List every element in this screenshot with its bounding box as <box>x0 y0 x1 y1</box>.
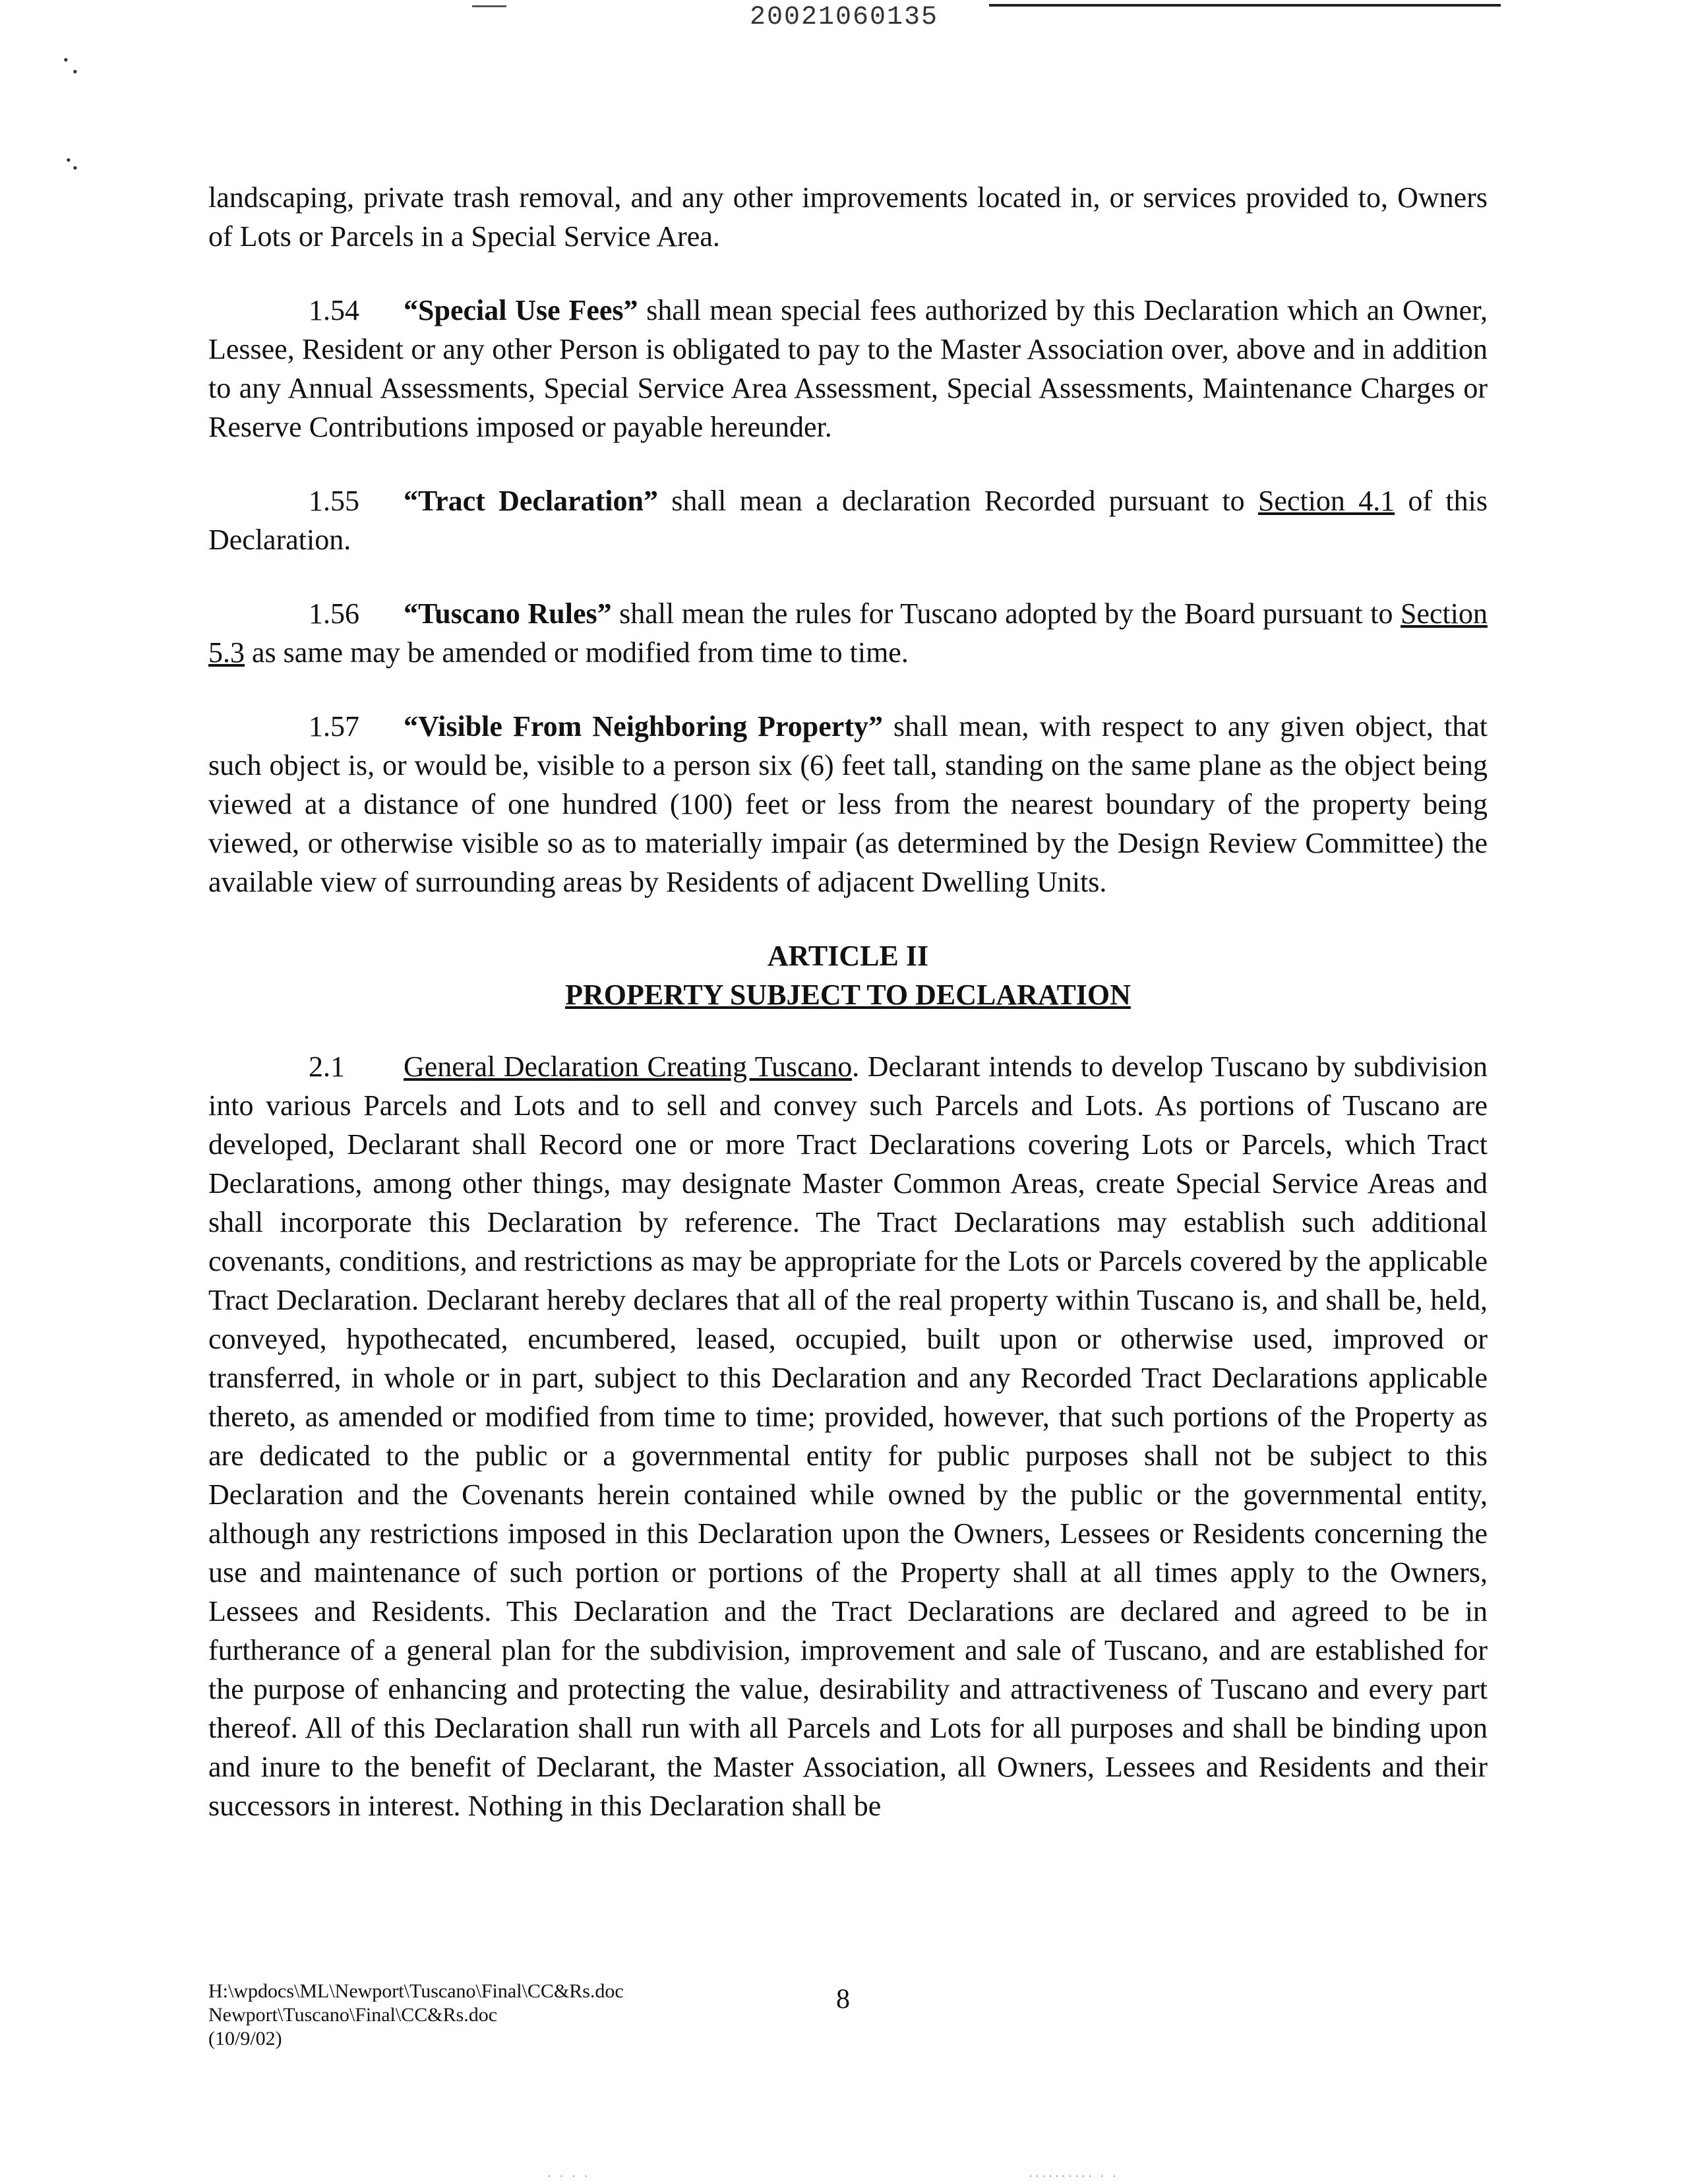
page-number: 8 <box>836 1984 850 2015</box>
article-title: PROPERTY SUBJECT TO DECLARATION <box>565 979 1131 1011</box>
defined-term: “Visible From Neighboring Property” <box>404 710 883 743</box>
definition-text: shall mean the rules for Tuscano adopted by the Board pursuant to <box>611 597 1401 630</box>
section-number: 1.55 <box>309 485 359 517</box>
document-body <box>208 178 1488 1860</box>
scan-speck: • <box>73 63 78 80</box>
footer-file-path <box>208 1980 624 2051</box>
scan-speck: • <box>66 152 71 168</box>
definition-text: shall mean, with respect to any given object, that such object is, or would be, visible to a person six (6) feet tall, standing on the same plane as the object being viewed at a distance of one hundred (100) feet or less from the nearest boundary of the property being viewed, or otherwise visible so as to materially impair (as determined by the Design Review Committee) the available view of surrounding areas by Residents of adjacent Dwelling Units. <box>208 710 1488 898</box>
definition-text: shall mean a declaration Recorded pursuant to <box>658 485 1258 517</box>
section-number: 1.56 <box>309 597 359 630</box>
defined-term: “Tract Declaration” <box>404 485 659 517</box>
definition-text: shall mean special fees authorized by this Declaration which an Owner, Lessee, Resident or any other Person is obligated to pay to the Master Association over, above and in addition to any Annual Assessments, Special Service Area Assessment, Special Assessments, Maintenance Charges or Reserve Contributions imposed or payable hereunder. <box>208 294 1488 443</box>
scan-speck: • <box>63 51 69 68</box>
header-rule-right <box>989 4 1501 7</box>
scan-marks: ·········· · · <box>1029 2169 1119 2183</box>
definition-1-57 <box>208 707 1488 901</box>
paragraph-text: landscaping, private trash removal, and any other improvements located in, or services provided to, Owners of Lots or Parcels in a Special Service Area. <box>208 181 1488 253</box>
section-2-1 <box>208 1047 1488 1825</box>
defined-term: “Tuscano Rules” <box>404 597 612 630</box>
footer-path-line: H:\wpdocs\ML\Newport\Tuscano\Final\CC&Rs.doc <box>208 1980 624 2002</box>
section-heading: General Declaration Creating Tuscano <box>404 1050 853 1083</box>
definition-1-56 <box>208 594 1488 672</box>
section-reference: Section 4.1 <box>1257 485 1395 517</box>
scan-speck: • <box>73 160 78 176</box>
article-heading <box>208 936 1488 1014</box>
section-text: . Declarant intends to develop Tuscano by subdivision into various Parcels and Lots and to sell and convey such Parcels and Lots. As portions of Tuscano are developed, Declarant shall Record one or more Tract Declarations covering Lots or Parcels, which Tract Declarations, among other things, may designate Master Common Areas, create Special Service Areas and shall incorporate this Declaration by reference. The Tract Declarations may establish such additional covenants, conditions, and restrictions as may be appropriate for the Lots or Parcels covered by the applicable Tract Declaration. Declarant hereby declares that all of the real property within Tuscano is, and shall be, held, conveyed, hypothecated, encumbered, leased, occupied, built upon or otherwise used, improved or transferred, in whole or in part, subject to this Declaration and any Recorded Tract Declarations applicable thereto, as amended or modified from time to time; provided, however, that such portions of the Property as are dedicated to the public or a governmental entity for public purposes shall not be subject to this Declaration and the Covenants herein contained while owned by the public or the governmental entity, although any restrictions imposed in this Declaration upon the Owners, Lessees or Residents concerning the use and maintenance of such portion or portions of the Property shall at all times apply to the Owners, Lessees and Residents. This Declaration and the Tract Declarations are declared and agreed to be in furtherance of a general plan for the subdivision, improvement and sale of Tuscano, and are established for the purpose of enhancing and protecting the value, desirability and attractiveness of Tuscano and every part thereof. All of this Declaration shall run with all Parcels and Lots for all purposes and shall be binding upon and inure to the benefit of Declarant, the Master Association, all Owners, Lessees and Residents and their successors in interest. Nothing in this Declaration shall be <box>208 1050 1488 1822</box>
document-number: 20021060135 <box>749 3 939 32</box>
section-number: 1.54 <box>309 294 359 326</box>
paragraph-continuation <box>208 178 1488 256</box>
footer-path-line: Newport\Tuscano\Final\CC&Rs.doc <box>208 2004 498 2026</box>
defined-term: “Special Use Fees” <box>404 294 638 326</box>
definition-text: of this Declaration. <box>208 485 1488 556</box>
definition-text: as same may be amended or modified from time to time. <box>245 636 909 669</box>
section-number: 2.1 <box>309 1050 345 1083</box>
footer-date: (10/9/02) <box>208 2028 282 2049</box>
section-reference: Section 5.3 <box>208 597 1488 669</box>
definition-1-54 <box>208 291 1488 446</box>
section-number: 1.57 <box>309 710 359 743</box>
article-label: ARTICLE II <box>767 940 929 972</box>
definition-1-55 <box>208 481 1488 559</box>
scan-marks: · · · · <box>547 2169 591 2183</box>
